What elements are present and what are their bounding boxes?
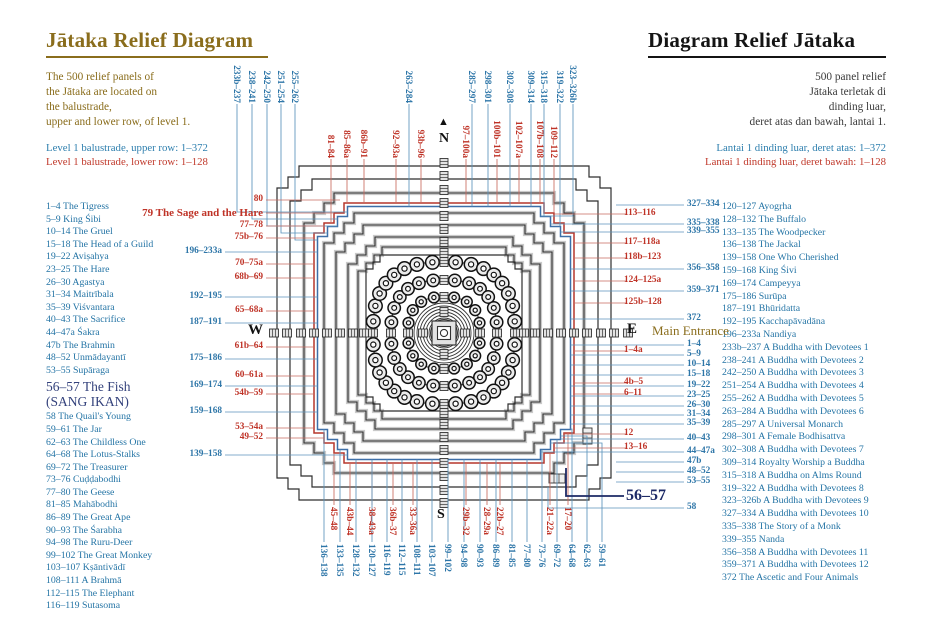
panel-range-label: 327–334 — [687, 199, 720, 209]
panel-range-label: 94–98 — [458, 544, 468, 568]
list-item: 128–132 The Buffalo — [722, 213, 806, 225]
panel-range-label: 1–4a — [624, 345, 643, 355]
panel-range-label: 29b–32 — [460, 507, 470, 536]
panel-range-label: 117–118a — [624, 237, 661, 247]
list-item: 31–34 Maitrībala — [46, 289, 114, 301]
list-item: 302–308 A Buddha with Devotees 7 — [722, 444, 864, 456]
panel-range-label: 159–168 — [189, 406, 222, 416]
list-item: 81–85 Mahābodhi — [46, 499, 118, 511]
panel-range-label: 36b–37 — [387, 507, 397, 536]
list-item: 90–93 The Śarabha — [46, 524, 122, 536]
panel-range-label: 107b–108 — [534, 120, 544, 158]
list-item: 196–233a Nandiya — [722, 328, 797, 340]
panel-range-label: 99–102 — [442, 544, 452, 572]
panel-range-label: 187–191 — [189, 317, 222, 327]
panel-range-label: 38–43a — [366, 507, 376, 535]
list-item: 10–14 The Gruel — [46, 226, 113, 238]
panel-range-label: 49–52 — [239, 432, 263, 442]
panel-range-label: 12 — [624, 428, 634, 438]
list-item: 251–254 A Buddha with Devotees 4 — [722, 380, 864, 392]
panel-range-label: 61b–64 — [234, 341, 263, 351]
list-item: 339–355 Nanda — [722, 533, 785, 545]
list-item: 372 The Ascetic and Four Animals — [722, 572, 859, 584]
panel-range-label: 263–284 — [403, 70, 413, 103]
panel-range-label: 108–111 — [411, 544, 421, 576]
panel-range-label: 125b–128 — [624, 297, 662, 307]
panel-range-label: 44–47a — [687, 446, 715, 456]
list-item: 40–43 The Sacrifice — [46, 314, 126, 326]
list-item: 319–322 A Buddha with Devotees 8 — [722, 482, 864, 494]
panel-range-label: 77–80 — [521, 544, 531, 568]
panel-range-label: 56–57 — [626, 487, 666, 504]
panel-range-label: 40–43 — [687, 433, 711, 443]
panel-range-label: 5–9 — [687, 349, 701, 359]
panel-range-label: 77–78 — [239, 220, 263, 230]
list-item: 58 The Quail's Young — [46, 411, 131, 423]
panel-range-label: 21–22a — [544, 507, 554, 535]
compass-north: N — [439, 131, 450, 146]
list-item: 323–326b A Buddha with Devotees 9 — [722, 495, 869, 507]
list-item: 139–158 One Who Cherished — [722, 252, 839, 264]
panel-range-label: 242–250 — [261, 70, 271, 103]
panel-range-label: 315–318 — [538, 70, 548, 103]
panel-range-label: 10–14 — [687, 359, 711, 369]
panel-range-label: 80 — [253, 194, 263, 204]
list-item: 48–52 Unmādayantī — [46, 352, 126, 364]
panel-range-label: 100b–101 — [491, 120, 501, 158]
panel-range-label: 64–68 — [566, 544, 576, 568]
panel-range-label: 233b–237 — [231, 65, 241, 103]
panel-range-label: 93b–96 — [415, 129, 425, 158]
list-item: 73–76 Cuḍḍabodhi — [46, 474, 121, 486]
list-item: 44–47a Śakra — [46, 326, 100, 338]
panel-range-label: 79 The Sage and the Hare — [142, 207, 263, 219]
list-item: 99–102 The Great Monkey — [46, 549, 153, 561]
list-item: 175–186 Surūpa — [722, 290, 787, 302]
left-title: Jātaka Relief Diagram — [46, 28, 268, 58]
list-item: 133–135 The Woodpecker — [722, 226, 826, 238]
panel-range-label: 196–233a — [184, 246, 222, 256]
list-item: 335–338 The Story of a Monk — [722, 520, 841, 532]
panel-range-label: 118b–123 — [624, 252, 662, 262]
main-entrance-label: Main Entrance — [652, 323, 729, 338]
panel-range-label: 372 — [687, 313, 701, 323]
panel-range-label: 45–48 — [328, 507, 338, 531]
list-item: 86–89 The Great Ape — [46, 512, 131, 524]
right-legend-upper: Lantai 1 dinding luar, deret atas: 1–372 — [716, 142, 886, 154]
list-item: 59–61 The Jar — [46, 423, 102, 435]
panel-range-label: 81–84 — [325, 134, 335, 158]
list-item: 35–39 Viśvantara — [46, 301, 115, 313]
panel-range-label: 62–63 — [581, 544, 591, 568]
list-item: 233b–237 A Buddha with Devotees 1 — [722, 341, 869, 353]
panel-range-label: 113–116 — [624, 208, 656, 218]
list-item: 69–72 The Treasurer — [46, 461, 128, 473]
panel-range-label: 192–195 — [189, 291, 222, 301]
panel-range-label: 90–93 — [474, 544, 484, 568]
panel-range-label: 169–174 — [189, 380, 222, 390]
panel-range-label: 309–314 — [525, 70, 535, 103]
list-item: 47b The Brahmin — [46, 339, 115, 351]
list-item: 15–18 The Head of a Guild — [46, 238, 154, 250]
panel-range-label: 251–254 — [275, 70, 285, 103]
panel-range-label: 238–241 — [246, 70, 256, 103]
panel-range-label: 1–4 — [687, 339, 701, 349]
list-item-highlight: (SANG IKAN) — [46, 394, 129, 410]
list-item: 94–98 The Ruru-Deer — [46, 537, 133, 549]
list-item: 5–9 King Śibi — [46, 213, 101, 225]
list-item: 112–115 The Elephant — [46, 587, 135, 599]
list-item: 77–80 The Geese — [46, 486, 115, 498]
panel-range-label: 43b–44 — [344, 507, 354, 536]
list-item: 359–371 A Buddha with Devotees 12 — [722, 559, 869, 571]
panel-range-label: 175–186 — [189, 353, 222, 363]
panel-range-label: 103–107 — [426, 544, 436, 577]
list-item: 159–168 King Śivi — [722, 264, 797, 276]
panel-range-label: 58 — [687, 502, 697, 512]
panel-range-label: 102–107a — [513, 120, 523, 158]
panel-range-label: 81–85 — [506, 544, 516, 568]
panel-range-label: 136–138 — [318, 544, 328, 577]
panel-range-label: 35–39 — [687, 418, 711, 428]
list-item: 242–250 A Buddha with Devotees 3 — [722, 367, 864, 379]
compass-south: S — [437, 507, 445, 522]
panel-range-label: 53–54a — [235, 422, 263, 432]
list-item: 53–55 Supāraga — [46, 364, 110, 376]
panel-range-label: 23–25 — [687, 390, 711, 400]
panel-range-label: 65–68a — [235, 305, 263, 315]
panel-range-label: 75b–76 — [234, 232, 263, 242]
panel-range-label: 68b–69 — [234, 272, 263, 282]
compass-west: W — [248, 322, 263, 338]
list-item: 62–63 The Childless One — [46, 436, 146, 448]
panel-range-label: 339–355 — [687, 226, 720, 236]
list-item: 136–138 The Jackal — [722, 239, 801, 251]
list-item: 285–297 A Universal Monarch — [722, 418, 844, 430]
panel-range-label: 92–93a — [390, 130, 400, 158]
panel-range-label: 4b–5 — [624, 377, 644, 387]
list-item: 64–68 The Lotus-Stalks — [46, 449, 140, 461]
panel-range-label: 120–127 — [366, 544, 376, 577]
list-item: 238–241 A Buddha with Devotees 2 — [722, 354, 864, 366]
panel-range-label: 85–86a — [341, 130, 351, 158]
panel-range-label: 86–89 — [490, 544, 500, 568]
panel-range-label: 356–358 — [687, 263, 720, 273]
list-item: 192–195 Kacchapāvadāna — [722, 316, 826, 328]
compass-east: E — [627, 321, 638, 337]
list-item: 116–119 Sutasoma — [46, 600, 121, 612]
list-item: 315–318 A Buddha on Alms Round — [722, 469, 862, 481]
panel-range-label: 124–125a — [624, 275, 662, 285]
panel-range-label: 359–371 — [687, 285, 720, 295]
panel-range-label: 285–297 — [466, 70, 476, 103]
list-item: 298–301 A Female Bodhisattva — [722, 431, 846, 443]
panel-range-label: 70–75a — [235, 258, 263, 268]
list-item: 1–4 The Tigress — [46, 201, 109, 212]
panel-range-label: 13–16 — [624, 442, 648, 452]
panel-range-label: 33–36a — [407, 507, 417, 535]
list-item: 23–25 The Hare — [46, 263, 110, 275]
panel-range-label: 47b — [687, 456, 702, 466]
panel-range-label: 59–61 — [596, 544, 606, 568]
panel-range-label: 323–326b — [567, 65, 577, 103]
list-item: 263–284 A Buddha with Devotees 6 — [722, 405, 864, 417]
list-item: 309–314 Royalty Worship a Buddha — [722, 456, 865, 468]
panel-range-label: 17–20 — [562, 507, 572, 531]
list-item: 103–107 Kṣāntivādī — [46, 562, 126, 574]
list-item: 187–191 Bhūridatta — [722, 303, 801, 315]
list-item: 356–358 A Buddha with Devotees 11 — [722, 546, 869, 558]
panel-range-label: 112–115 — [396, 544, 406, 576]
list-item: 108–111 A Brahmā — [46, 575, 122, 587]
list-item: 255–262 A Buddha with Devotees 5 — [722, 392, 864, 404]
panel-range-label: 73–76 — [536, 544, 546, 568]
panel-range-label: 22b–27 — [494, 507, 504, 536]
list-item: 26–30 Agastya — [46, 276, 105, 288]
north-arrow-icon: ▲ — [438, 116, 449, 128]
left-legend-upper: Level 1 balustrade, upper row: 1–372 — [46, 142, 208, 154]
panel-range-label: 255–262 — [289, 70, 299, 103]
panel-range-label: 302–308 — [504, 70, 514, 103]
list-item: 327–334 A Buddha with Devotees 10 — [722, 508, 869, 520]
panel-range-label: 69–72 — [551, 544, 561, 568]
panel-range-label: 319–322 — [554, 70, 564, 103]
right-intro: 500 panel relief Jātaka terletak di dinding luar, deret atas dan bawah, lantai 1. — [749, 71, 886, 128]
panel-range-label: 86b–91 — [358, 129, 368, 158]
left-legend-lower: Level 1 balustrade, lower row: 1–128 — [46, 156, 208, 169]
panel-range-label: 109–112 — [548, 125, 558, 158]
list-item: 120–127 Ayogṛha — [722, 201, 792, 212]
panel-range-label: 53–55 — [687, 476, 711, 486]
panel-range-label: 128–132 — [350, 544, 360, 577]
panel-range-label: 133–135 — [334, 544, 344, 577]
panel-range-label: 298–301 — [482, 70, 492, 103]
panel-range-label: 19–22 — [687, 380, 711, 390]
left-intro: The 500 relief panels of the Jātaka are located on the balustrade, upper and lower row, of level 1. — [46, 71, 191, 128]
list-item: 169–174 Campeyya — [722, 277, 801, 289]
right-legend-lower: Lantai 1 dinding luar, deret bawah: 1–128 — [705, 156, 886, 169]
panel-range-label: 26–30 — [687, 400, 711, 410]
list-item: 19–22 Aviṣahya — [46, 251, 109, 263]
panel-range-label: 28–29a — [481, 507, 491, 535]
right-title: Diagram Relief Jātaka — [648, 28, 886, 58]
panel-range-label: 15–18 — [687, 369, 711, 379]
panel-range-label: 54b–59 — [234, 388, 263, 398]
panel-range-label: 335–338 — [687, 218, 720, 228]
panel-range-label: 48–52 — [687, 466, 711, 476]
panel-range-label: 6–11 — [624, 388, 643, 398]
panel-range-label: 60–61a — [235, 370, 263, 380]
panel-range-label: 116–119 — [381, 544, 391, 576]
panel-range-label: 139–158 — [189, 449, 222, 459]
list-item-highlight: 56–57 The Fish — [46, 379, 131, 395]
panel-range-label: 97–100a — [460, 125, 470, 158]
panel-range-label: 31–34 — [687, 409, 711, 419]
